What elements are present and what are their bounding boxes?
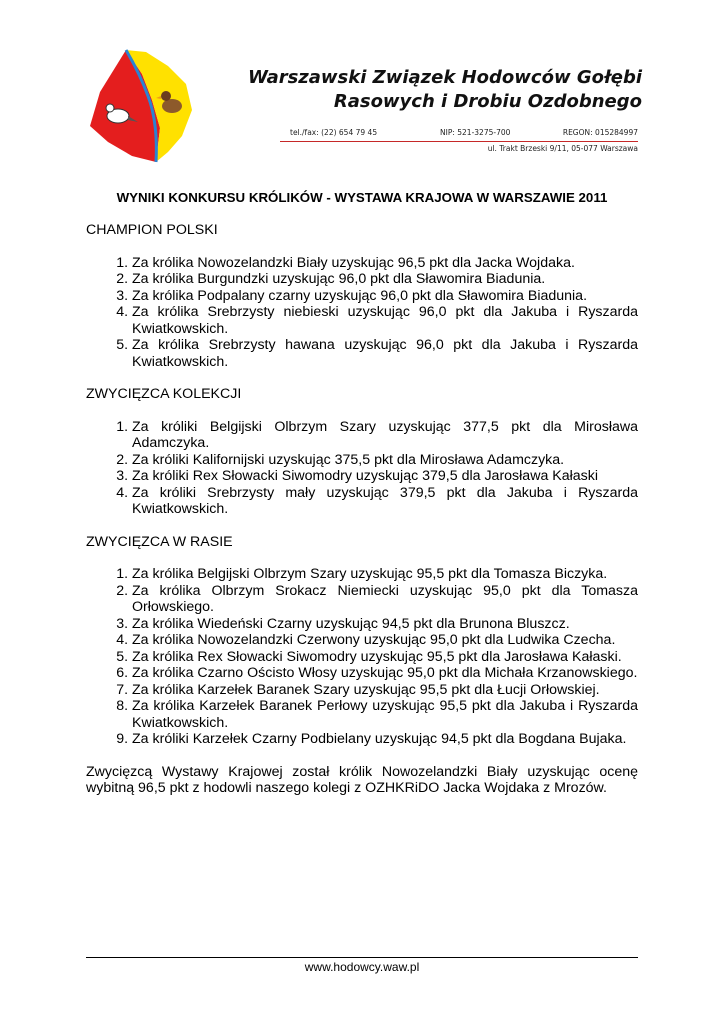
- list-item: 1. Za królika Nowozelandzki Biały uzyskując 96,5 pkt dla Jacka Wojdaka.: [132, 255, 638, 272]
- footer-website-link[interactable]: www.hodowcy.waw.pl: [304, 960, 420, 974]
- list-item: 4. Za króliki Srebrzysty mały uzyskując 379,5 pkt dla Jakuba i Ryszarda Kwiatkowskich.: [132, 485, 638, 518]
- list-item: 7. Za królika Karzełek Baranek Szary uzyskując 95,5 pkt dla Łucji Orłowskiej.: [132, 682, 638, 699]
- list-item: 3. Za królika Podpalany czarny uzyskując 96,0 pkt dla Sławomira Biadunia.: [132, 288, 638, 305]
- footer-divider: [86, 957, 638, 958]
- list-item: 2. Za króliki Kalifornijski uzyskując 375,5 pkt dla Mirosława Adamczyka.: [132, 452, 638, 469]
- section-heading-collection: ZWYCIĘZCA KOLEKCJI: [86, 386, 242, 402]
- list-item: 5. Za królika Srebrzysty hawana uzyskując 96,0 pkt dla Jakuba i Ryszarda Kwiatkowskich.: [132, 337, 638, 370]
- nip-number: NIP: 521-3275-700: [440, 128, 511, 137]
- organization-title-line1: Warszawski Związek Hodowców Gołębi: [247, 67, 642, 88]
- list-item: 4. Za królika Nowozelandzki Czerwony uzyskując 95,0 pkt dla Ludwika Czecha.: [132, 632, 638, 649]
- organization-title-line2: Rasowych i Drobiu Ozdobnego: [333, 91, 642, 112]
- address: ul. Trakt Brzeski 9/11, 05-077 Warszawa: [487, 144, 638, 153]
- organization-title: [200, 66, 642, 114]
- list-item: 5. Za królika Rex Słowacki Siwomodry uzyskując 95,5 pkt dla Jarosława Kałaski.: [132, 649, 638, 666]
- collection-list: [86, 419, 638, 518]
- summary-paragraph: Zwycięzcą Wystawy Krajowej został królik Nowozelandzki Biały uzyskując ocenę wybitną 96,5 pkt z hodowli naszego kolegi z OZHKRiDO Jacka Wojdaka z Mrozów.: [86, 763, 638, 796]
- list-item: 9. Za króliki Karzełek Czarny Podbielany uzyskując 94,5 pkt dla Bogdana Bujaka.: [132, 731, 638, 748]
- champion-list: [86, 255, 638, 371]
- section-heading-champion: CHAMPION POLSKI: [86, 222, 218, 238]
- list-item: 2. Za królika Burgundzki uzyskując 96,0 pkt dla Sławomira Biadunia.: [132, 271, 638, 288]
- document-body: [86, 222, 638, 797]
- phone-fax: tel./fax: (22) 654 79 45: [290, 128, 378, 137]
- association-logo: [86, 44, 196, 166]
- document-title: WYNIKI KONKURSU KRÓLIKÓW - WYSTAWA KRAJOWA W WARSZAWIE 2011: [116, 190, 608, 205]
- list-item: 2. Za królika Olbrzym Srokacz Niemiecki uzyskując 95,0 pkt dla Tomasza Orłowskiego.: [132, 583, 638, 616]
- regon-number: REGON: 015284997: [562, 128, 638, 137]
- list-item: 1. Za królika Belgijski Olbrzym Szary uzyskując 95,5 pkt dla Tomasza Biczyka.: [132, 566, 638, 583]
- list-item: 1. Za króliki Belgijski Olbrzym Szary uzyskując 377,5 pkt dla Mirosława Adamczyka.: [132, 419, 638, 452]
- list-item: 3. Za króliki Rex Słowacki Siwomodry uzyskując 379,5 dla Jarosława Kałaski: [132, 468, 638, 485]
- section-heading-breed: ZWYCIĘZCA W RASIE: [86, 533, 233, 550]
- list-item: 3. Za królika Wiedeński Czarny uzyskując 94,5 pkt dla Brunona Bluszcz.: [132, 616, 638, 633]
- contact-line: [280, 128, 638, 142]
- list-item: 8. Za królika Karzełek Baranek Perłowy uzyskując 95,5 pkt dla Jakuba i Ryszarda Kwiatkowskich.: [132, 698, 638, 731]
- breed-list: [86, 566, 638, 748]
- list-item: 6. Za królika Czarno Ościsto Włosy uzyskując 95,0 pkt dla Michała Krzanowskiego.: [132, 665, 638, 682]
- list-item: 4. Za królika Srebrzysty niebieski uzyskując 96,0 pkt dla Jakuba i Ryszarda Kwiatkowskich.: [132, 304, 638, 337]
